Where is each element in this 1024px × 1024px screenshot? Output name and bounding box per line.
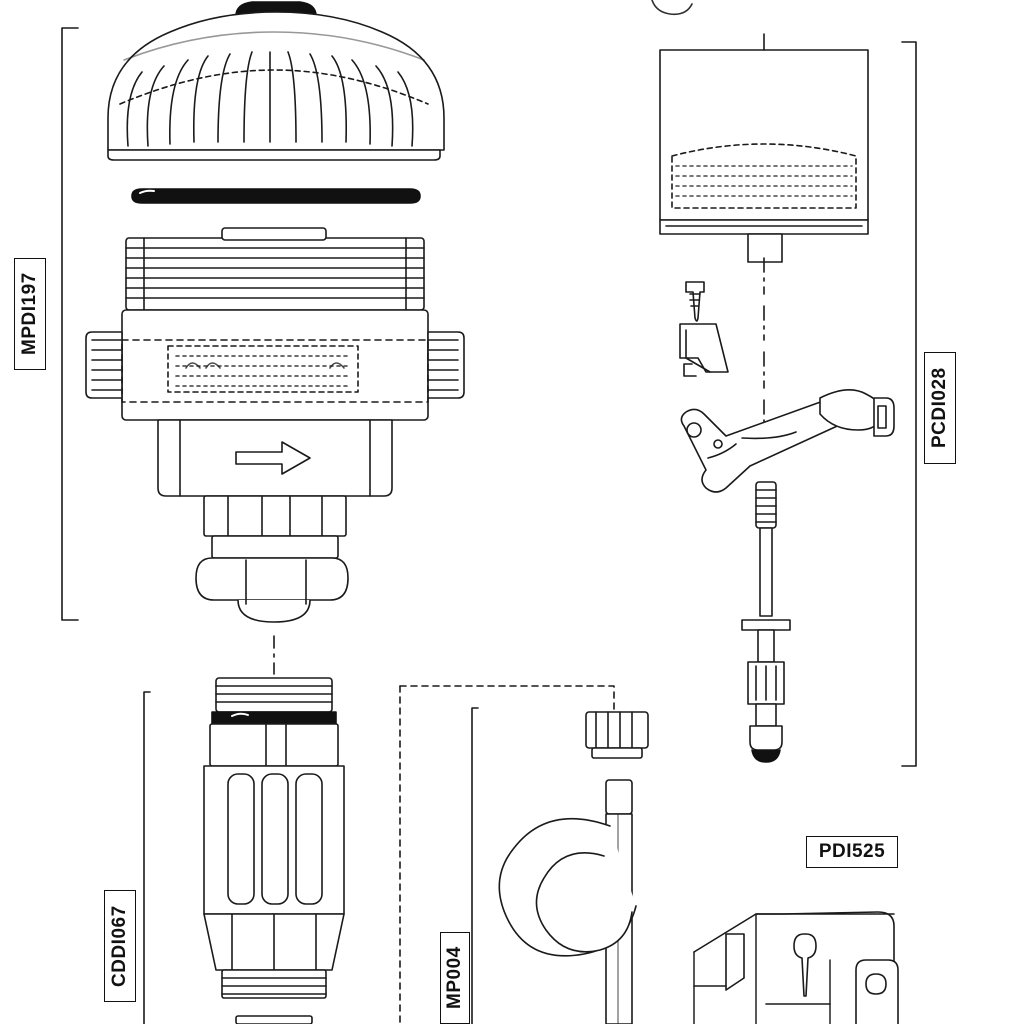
part-filter-cap: [108, 2, 444, 160]
part-screw: [686, 282, 704, 321]
part-valve-shaft: [742, 482, 790, 762]
bracket-mpdi197: [62, 28, 78, 620]
label-mpdi197: [14, 258, 46, 370]
part-drain-hose: [499, 712, 648, 1024]
part-seal-ring: [132, 189, 420, 203]
label-pcdi028-text: PCDI028: [929, 367, 950, 449]
label-mp004: [440, 932, 470, 1024]
bracket-pcdi028: [902, 42, 916, 766]
label-cddi067-text: CDDI067: [109, 905, 130, 987]
bracket-cddi067: [144, 692, 150, 1024]
part-angle-tab: [680, 324, 728, 376]
part-filter-head: [86, 228, 464, 622]
part-mounting-bracket: [694, 912, 898, 1024]
label-pdi525: [806, 836, 898, 868]
label-pdi525-text: PDI525: [818, 841, 886, 862]
label-mpdi197-text: MPDI197: [19, 272, 40, 356]
label-mp004-text: MP004: [444, 946, 465, 1010]
part-cistern-tank: [660, 34, 868, 262]
label-cddi067: [104, 890, 136, 1002]
part-cut-off-top: [652, 0, 692, 14]
part-float-lever: [681, 390, 894, 492]
label-pcdi028: [924, 352, 956, 464]
part-filter-bowl: [204, 678, 344, 1024]
